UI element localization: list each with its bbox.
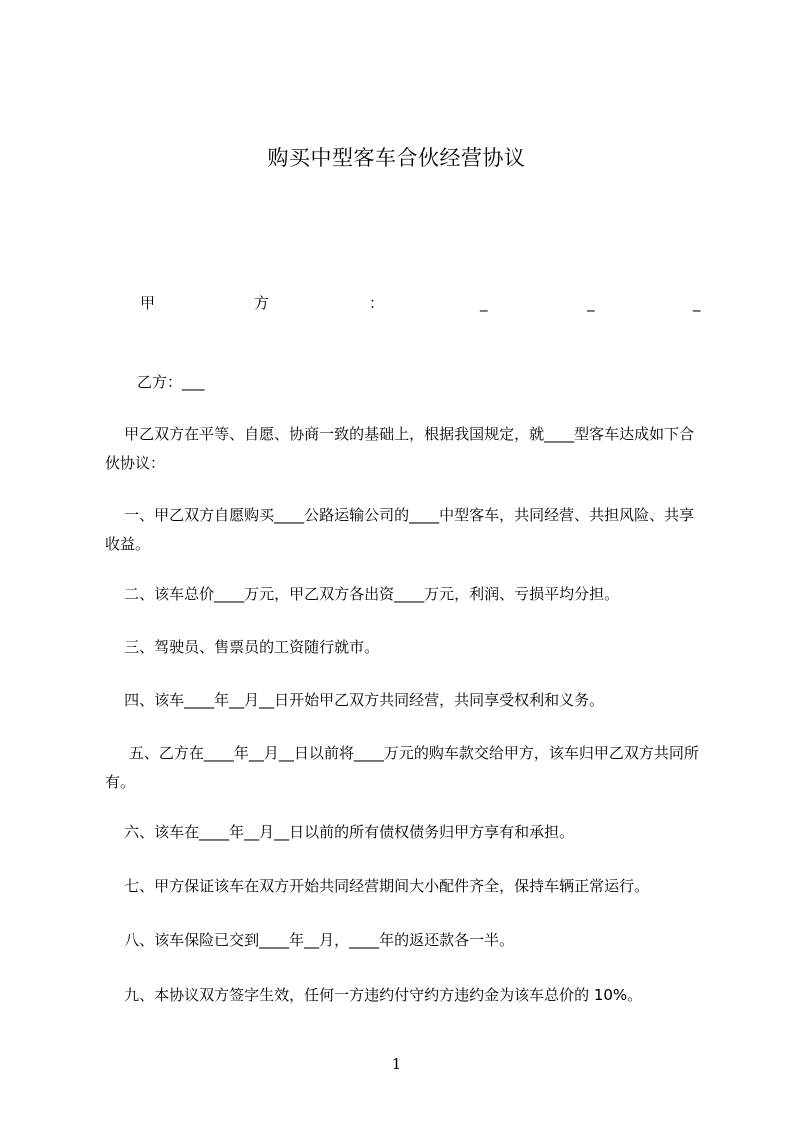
clause-6: 六、该车在____年__月__日以前的所有债权债务归甲方享有和承担。 [105,823,575,841]
clause-5: 五、乙方在____年__月__日以前将____万元的购车款交给甲方，该车归甲乙双方共同所有。 [105,744,699,791]
party-a-blank-2: _ [587,294,595,312]
clause-2: 二、该车总价____万元，甲乙双方各出资____万元，利润、亏损平均分担。 [105,585,620,603]
party-a-colon: ： [369,294,385,312]
party-a-label-char-1: 甲 [140,294,156,312]
clause-1: 一、甲乙双方自愿购买____公路运输公司的____中型客车，共同经营、共担风险、共享收益。 [105,506,695,553]
party-a-line [140,292,700,314]
clause-9: 九、本协议双方签字生效，任何一方违约付守约方违约金为该车总价的 10%。 [105,986,643,1004]
page-number: 1 [391,1055,402,1073]
clause-3: 三、驾驶员、售票员的工资随行就市。 [105,638,380,656]
clause-7: 七、甲方保证该车在双方开始共同经营期间大小配件齐全，保持车辆正常运行。 [105,877,650,895]
document-title: 购买中型客车合伙经营协议 [267,146,526,170]
clause-4: 四、该车____年__月__日开始甲乙双方共同经营，共同享受权利和义务。 [105,691,605,709]
party-a-blank-1: _ [480,294,488,312]
intro-paragraph: 甲乙双方在平等、自愿、协商一致的基础上，根据我国规定，就____型客车达成如下合伙协议： [105,425,695,472]
party-a-label-char-2: 方 [254,294,270,312]
clause-8: 八、该车保险已交到____年__月，____年的返还款各一半。 [105,931,515,949]
party-b-line: 乙方：___ [137,373,205,391]
party-a-blank-3: _ [693,294,701,312]
